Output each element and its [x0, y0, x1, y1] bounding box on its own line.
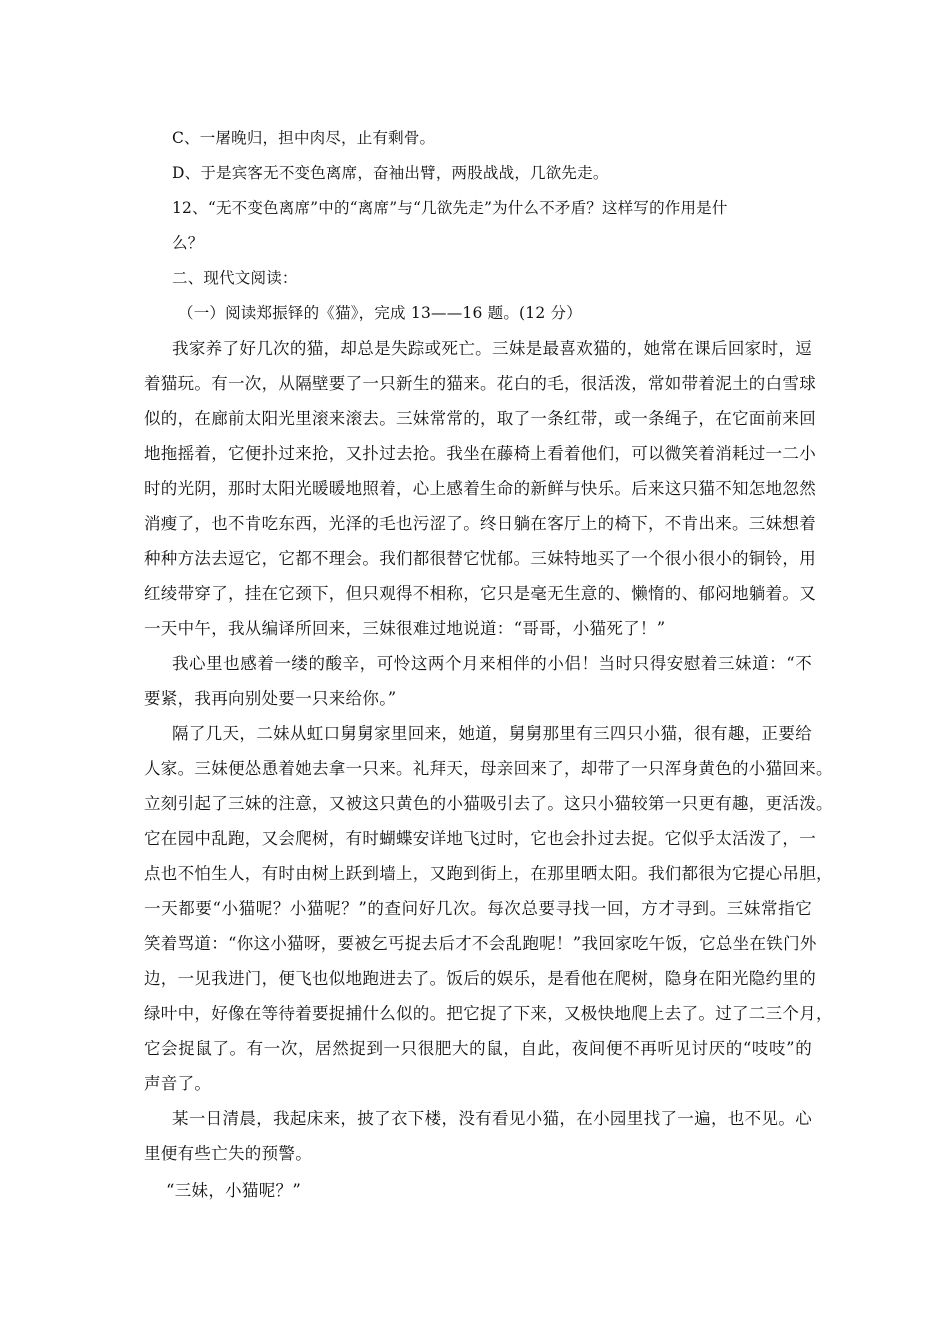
passage-line: 点也不怕生人，有时由树上跃到墙上，又跑到街上，在那里晒太阳。我们都很为它提心吊胆，: [144, 864, 833, 883]
passage-line: 某一日清晨，我起床来，披了衣下楼，没有看见小猫，在小园里找了一遍，也不见。心: [172, 1109, 812, 1128]
section-subheading: （一）阅读郑振铎的《猫》，完成 13——16 题。(12 分）: [178, 304, 582, 322]
passage-line: 我家养了好几次的猫，却总是失踪或死亡。三妹是最喜欢猫的，她常在课后回家时，逗: [172, 339, 812, 358]
passage-line: 种种方法去逗它，它都不理会。我们都很替它忧郁。三妹特地买了一个很小很小的铜铃，用: [144, 549, 816, 568]
passage-line: 要紧，我再向别处要一只来给你。”: [144, 689, 397, 708]
passage-line: 立刻引起了三妹的注意，又被这只黄色的小猫吸引去了。这只小猫较第一只更有趣，更活泼。: [144, 794, 833, 813]
question-12-line-1: 12、“无不变色离席”中的“离席”与“几欲先走”为什么不矛盾？这样写的作用是什: [172, 199, 728, 217]
passage-line: “三妹，小猫呢？”: [166, 1181, 302, 1200]
option-d: D、于是宾客无不变色离席，奋袖出臂，两股战战，几欲先走。: [172, 164, 609, 182]
passage-line: 绿叶中，好像在等待着要捉捕什么似的。把它捉了下来，又极快地爬上去了。过了二三个月，: [144, 1004, 833, 1023]
passage-line: 红绫带穿了，挂在它颈下，但只观得不相称，它只是毫无生意的、懒惰的、郁闷地躺着。又: [144, 584, 816, 603]
passage-line: 它在园中乱跑，又会爬树，有时蝴蝶安详地飞过时，它也会扑过去捉。它似乎太活泼了，一: [144, 829, 816, 848]
passage-line: 一天都要“小猫呢？小猫呢？”的查问好几次。每次总要寻找一回，方才寻到。三妹常指它: [144, 899, 812, 918]
passage-line: 它会捉鼠了。有一次，居然捉到一只很肥大的鼠，自此，夜间便不再听见讨厌的“吱吱”的: [144, 1039, 812, 1058]
passage-line: 笑着骂道：“你这小猫呀，要被乞丐捉去后才不会乱跑呢！”我回家吃午饭，它总坐在铁门外: [144, 934, 817, 953]
passage-line: 着猫玩。有一次，从隔壁要了一只新生的猫来。花白的毛，很活泼，常如带着泥土的白雪球: [144, 374, 816, 393]
passage-line: 消瘦了，也不肯吃东西，光泽的毛也污涩了。终日躺在客厅上的椅下，不肯出来。三妹想着: [144, 514, 816, 533]
passage-line: 边，一见我进门，便飞也似地跑进去了。饭后的娱乐，是看他在爬树，隐身在阳光隐约里的: [144, 969, 816, 988]
section-heading: 二、现代文阅读：: [172, 269, 298, 287]
passage-line: 地拖摇着，它便扑过来抢，又扑过去抢。我坐在藤椅上看着他们，可以微笑着消耗过一二小: [144, 444, 816, 463]
passage-line: 时的光阴，那时太阳光暖暖地照着，心上感着生命的新鲜与快乐。后来这只猫不知怎地忽然: [144, 479, 816, 498]
passage-line: 一天中午，我从编译所回来，三妹很难过地说道：“哥哥，小猫死了！”: [144, 619, 666, 638]
passage-line: 似的，在廊前太阳光里滚来滚去。三妹常常的，取了一条红带，或一条绳子，在它面前来回: [144, 409, 816, 428]
passage-line: 声音了。: [144, 1074, 212, 1093]
passage-line: 我心里也感着一缕的酸辛，可怜这两个月来相伴的小侣！当时只得安慰着三妹道：“不: [172, 654, 812, 673]
passage-line: 人家。三妹便怂恿着她去拿一只来。礼拜天，母亲回来了，却带了一只浑身黄色的小猫回来。: [144, 759, 833, 778]
question-12-line-2: 么？: [172, 234, 204, 252]
option-c: C、一屠晚归，担中肉尽，止有剩骨。: [172, 129, 436, 147]
passage-line: 隔了几天，二妹从虹口舅舅家里回来，她道，舅舅那里有三四只小猫，很有趣，正要给: [172, 724, 812, 743]
passage-line: 里便有些亡失的预警。: [144, 1144, 312, 1163]
